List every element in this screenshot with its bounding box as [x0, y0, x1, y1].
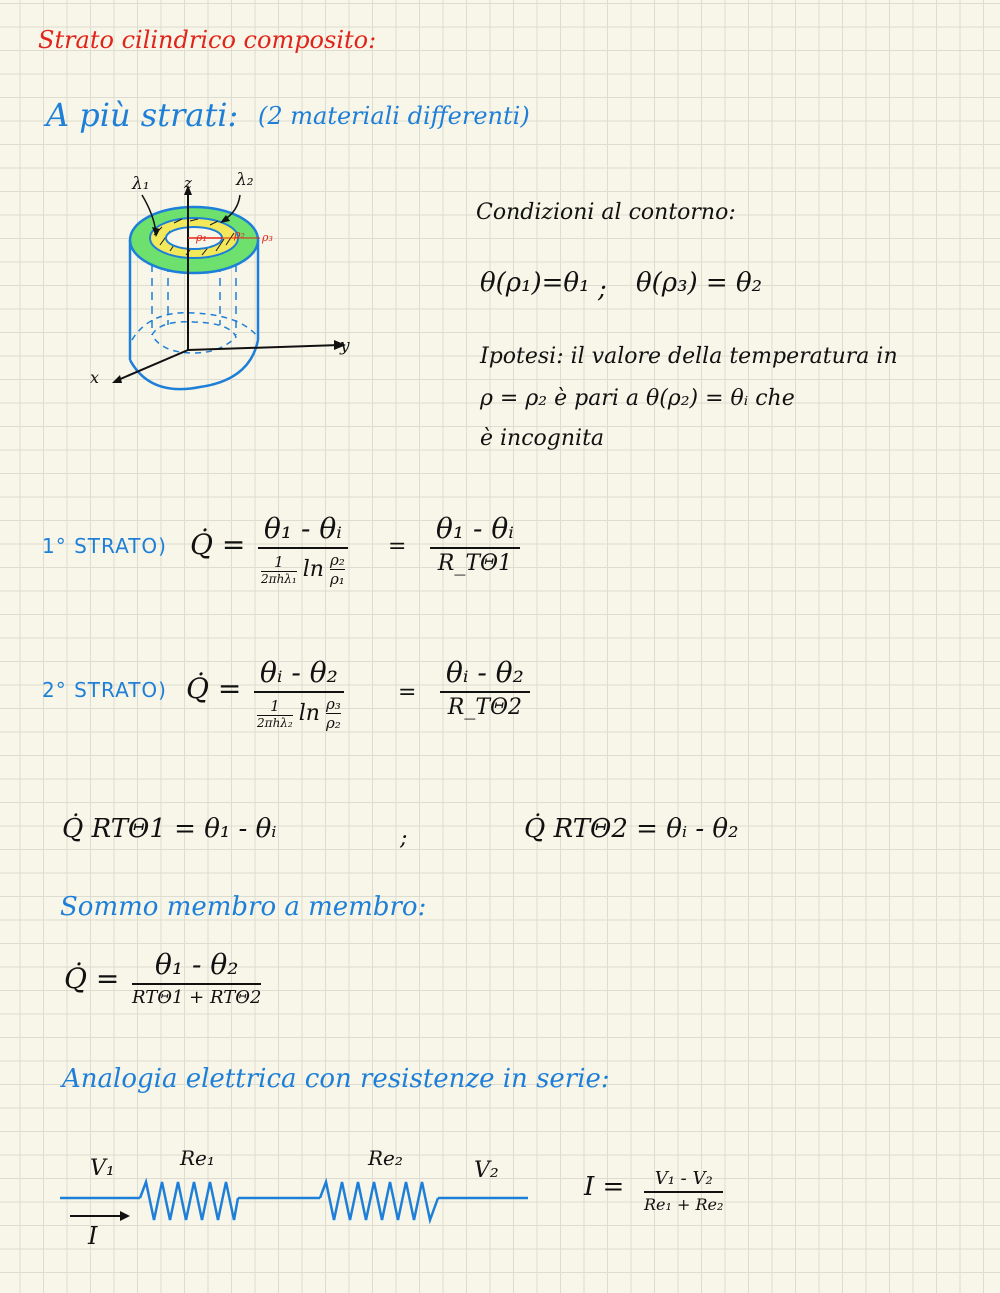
layer2-resistance-fraction — [440, 656, 530, 720]
hypothesis-line-2: ρ = ρ₂ è pari a θ(ρ₂) = θᵢ che — [480, 386, 795, 411]
sum-title: Sommo membro a membro: — [60, 892, 427, 922]
layer2-ratio-top: ρ₃ — [325, 695, 341, 713]
analogy-title: Analogia elettrica con resistenze in serie: — [62, 1064, 610, 1094]
layer2-lhs: Q̇ = — [186, 672, 242, 705]
layer2-numerator: θᵢ - θ₂ — [260, 656, 338, 689]
boundary-separator: ; — [598, 274, 607, 304]
product-separator: ; — [400, 826, 408, 851]
layer1-eq2: = — [388, 534, 407, 559]
voltage-v1: V₁ — [90, 1156, 115, 1181]
layer1-numerator: θ₁ - θᵢ — [264, 512, 342, 545]
axis-y-label: y — [340, 336, 350, 356]
sum-numerator: θ₁ - θ₂ — [155, 948, 239, 981]
layer2-resistance: R_TΘ2 — [447, 695, 523, 720]
lambda2-label: λ₂ — [236, 170, 254, 190]
axis-x-label: x — [90, 368, 100, 387]
layer2-ln: ln — [298, 701, 320, 726]
layer2-numerator2: θᵢ - θ₂ — [446, 656, 524, 689]
page-title: Strato cilindrico composito: — [38, 26, 377, 54]
axis-z-label: z — [184, 174, 192, 192]
rho1-label: ρ₁ — [196, 231, 207, 244]
current-formula-fraction — [644, 1168, 723, 1214]
layer1-coef-den: 2πhλ₁ — [261, 572, 297, 586]
layer1-ratio-top: ρ₂ — [329, 551, 345, 569]
layer1-ratio-bottom: ρ₁ — [329, 570, 345, 588]
current-label: I — [88, 1222, 98, 1250]
resistor-re1-label: Re₁ — [180, 1146, 215, 1170]
composite-cylinder-diagram — [90, 165, 370, 395]
voltage-v2: V₂ — [474, 1158, 499, 1183]
layer1-ln: ln — [302, 557, 324, 582]
rho2-label: ρ₂ — [234, 228, 245, 241]
layer1-numerator2: θ₁ - θᵢ — [436, 512, 514, 545]
layer2-coef-den: 2πhλ₂ — [257, 716, 293, 730]
boundary-condition-2: θ(ρ₃) = θ₂ — [636, 268, 763, 298]
resistor-circuit — [58, 1170, 538, 1230]
lambda1-label: λ₁ — [132, 174, 150, 194]
current-formula-numerator: V₁ - V₂ — [654, 1168, 713, 1189]
layer1-lhs: Q̇ = — [190, 528, 246, 561]
hypothesis-line-3: è incognita — [480, 426, 605, 451]
layer2-fraction — [254, 656, 344, 732]
section-heading: A più strati: — [46, 96, 239, 134]
sum-denominator: RTΘ1 + RTΘ2 — [132, 987, 262, 1008]
layer1-label: 1° STRATO) — [42, 534, 167, 558]
layer1-coef: 1 — [274, 553, 284, 571]
hypothesis-line-1: Ipotesi: il valore della temperatura in — [480, 344, 898, 369]
rho3-label: ρ₃ — [262, 231, 273, 244]
section-heading-note: (2 materiali differenti) — [258, 102, 530, 130]
resistor-re2-label: Re₂ — [368, 1146, 403, 1170]
layer2-ratio-bottom: ρ₂ — [325, 714, 341, 732]
layer1-resistance-fraction — [430, 512, 520, 576]
conditions-title: Condizioni al contorno: — [476, 200, 736, 225]
product-left: Q̇ RTΘ1 = θ₁ - θᵢ — [62, 814, 277, 844]
boundary-condition-1: θ(ρ₁)=θ₁ — [480, 268, 590, 298]
resistor-re1 — [140, 1182, 238, 1220]
current-formula-denominator: Re₁ + Re₂ — [644, 1195, 724, 1214]
layer2-label: 2° STRATO) — [42, 678, 167, 702]
current-formula-lhs: I = — [584, 1172, 625, 1202]
resistor-re2 — [320, 1182, 438, 1220]
layer2-eq2: = — [398, 680, 417, 705]
layer1-resistance: R_TΘ1 — [437, 551, 513, 576]
layer1-fraction — [258, 512, 348, 588]
product-right: Q̇ RTΘ2 = θᵢ - θ₂ — [524, 814, 739, 844]
sum-lhs: Q̇ = — [64, 962, 120, 995]
layer2-coef: 1 — [270, 697, 280, 715]
sum-fraction — [132, 948, 261, 1008]
